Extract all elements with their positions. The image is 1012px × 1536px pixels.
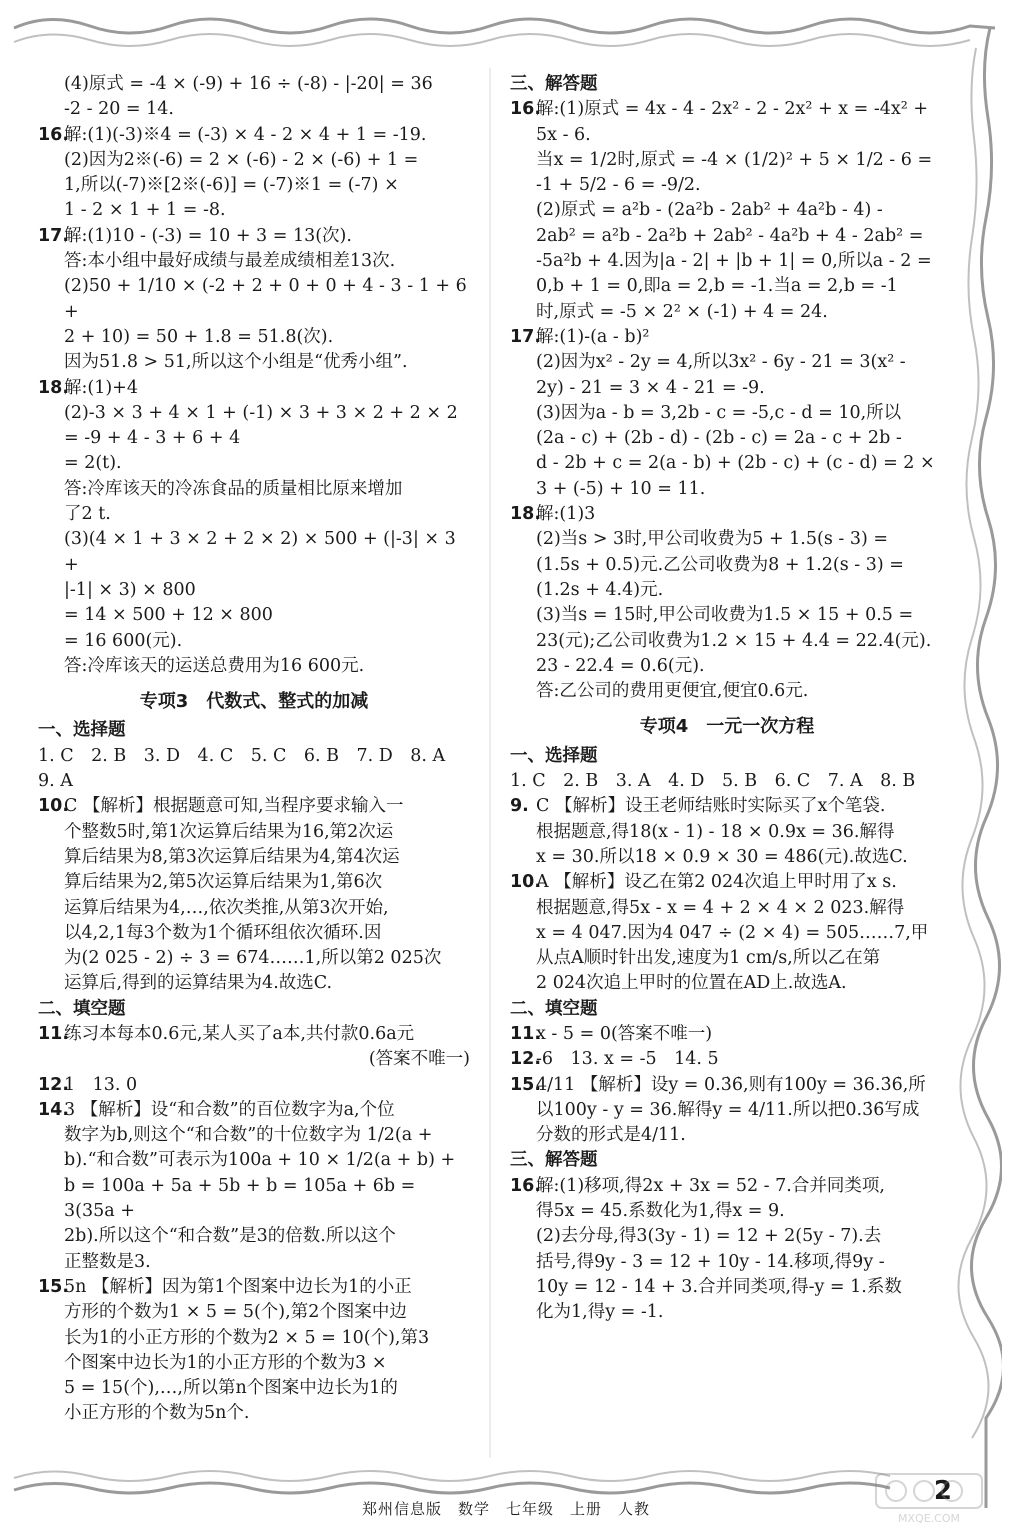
- answer-text: = -9 + 4 - 3 + 6 + 4: [64, 428, 241, 449]
- subsection-heading: 三、解答题: [510, 74, 598, 94]
- answer-text: 5x - 6.: [536, 124, 591, 145]
- answer-line: [38, 224, 470, 249]
- answer-line: [38, 1148, 470, 1173]
- question-number: 11.: [38, 1023, 70, 1044]
- answer-text: 个整数5时,第1次运算后结果为16,第2次运: [64, 821, 394, 842]
- answer-line: [38, 921, 470, 946]
- answer-text: 1 - 2 × 1 + 1 = -8.: [64, 200, 226, 221]
- svg-text:MXQE.COM: MXQE.COM: [898, 1512, 960, 1525]
- left-column: [38, 72, 473, 1427]
- answer-text: 解:(1)(-3)※4 = (-3) × 4 - 2 × 4 + 1 = -19.: [64, 124, 427, 145]
- subsection-heading: 二、填空题: [38, 998, 126, 1019]
- answer-line: [510, 1224, 944, 1249]
- answer-text: 3 【解析】设“和合数”的百位数字为a,个位: [64, 1099, 395, 1120]
- answer-line: [510, 325, 944, 350]
- answer-line: [510, 896, 944, 921]
- answer-line: [38, 376, 470, 401]
- answer-text: 因为51.8 > 51,所以这个小组是“优秀小组”.: [64, 352, 408, 373]
- answer-line: [510, 679, 944, 704]
- answer-line: [38, 794, 470, 819]
- answer-text: 数字为b,则这个“和合数”的十位数字为 1/2(a +: [64, 1125, 433, 1146]
- answer-line: [38, 325, 470, 350]
- answer-line: [510, 274, 944, 299]
- subsection-heading: 二、填空题: [510, 998, 598, 1019]
- answer-text: 从点A顺时针出发,速度为1 cm/s,所以乙在第: [536, 948, 881, 969]
- answer-text: 答:冷库该天的冷冻食品的质量相比原来增加: [64, 478, 403, 499]
- answer-text: 以4,2,1每3个数为1个循环组依次循环.因: [64, 922, 382, 943]
- answer-line: [38, 845, 470, 870]
- answer-text: 得5x = 45.系数化为1,得x = 9.: [536, 1201, 785, 1222]
- question-number: 10.: [38, 796, 70, 817]
- answer-line: [510, 1275, 944, 1300]
- answer-text: 2b).所以这个“和合数”是3的倍数.所以这个: [64, 1226, 396, 1247]
- answer-line: [38, 629, 470, 654]
- page-number: 2: [933, 1476, 952, 1506]
- question-number: 16.: [38, 124, 70, 145]
- answer-text: 解:(1)3: [536, 504, 596, 525]
- answer-text: -6 13. x = -5 14. 5: [536, 1049, 719, 1070]
- answer-text: 化为1,得y = -1.: [536, 1302, 664, 1323]
- answer-line: [38, 97, 470, 122]
- answer-line: [510, 820, 944, 845]
- answer-text: (2)当s > 3时,甲公司收费为5 + 1.5(s - 3) =: [536, 529, 889, 550]
- answer-text: -1 + 5/2 - 6 = -9/2.: [536, 175, 701, 196]
- answer-line: [38, 123, 470, 148]
- answer-text: 4/11 【解析】设y = 0.3̇6̇,则有100y = 36.3̇6̇,所: [536, 1074, 926, 1095]
- answer-text: 为(2 025 - 2) ÷ 3 = 674……1,所以第2 025次: [64, 948, 442, 969]
- answer-text: 算后结果为2,第5次运算后结果为1,第6次: [64, 872, 383, 893]
- answer-line: [38, 1224, 470, 1249]
- answer-text: 2 + 10) = 50 + 1.8 = 51.8(次).: [64, 326, 334, 347]
- answer-line: [38, 274, 473, 325]
- subsection-heading: 三、解答题: [510, 1150, 598, 1171]
- answer-text: (2a - c) + (2b - d) - (2b - c) = 2a - c + 2b -: [536, 428, 902, 449]
- answer-line: [510, 224, 944, 249]
- subsection-heading: 一、选择题: [510, 745, 598, 766]
- answer-text: 1. C 2. B 3. D 4. C 5. C 6. B 7. D 8. A: [38, 745, 446, 766]
- answer-line: [510, 946, 944, 971]
- answer-text: b = 100a + 5a + 5b + b = 105a + 6b = 3(35a +: [64, 1175, 421, 1222]
- answer-line: [38, 350, 470, 375]
- answer-text: d - 2b + c = 2(a - b) + (2b - c) + (c - d) = 2 ×: [536, 453, 935, 474]
- answer-text: 根据题意,得18(x - 1) - 18 × 0.9x = 36.解得: [536, 821, 895, 842]
- answer-text: 1. C 2. B 3. A 4. D 5. B 6. C 7. A 8. B: [510, 771, 916, 792]
- answer-line: [510, 553, 944, 578]
- subsection-heading: 一、选择题: [38, 720, 126, 741]
- answer-line: [38, 654, 470, 679]
- answer-text: C 【解析】设王老师结账时实际买了x个笔袋.: [536, 796, 886, 817]
- answer-text: (1.2s + 4.4)元.: [536, 579, 664, 600]
- answer-line: [38, 578, 470, 603]
- answer-text: 解:(1)原式 = 4x - 4 - 2x² - 2 - 2x² + x = -4x² +: [536, 99, 929, 120]
- answer-line: [510, 578, 944, 603]
- answer-text: (答案不唯一): [368, 1049, 470, 1070]
- answer-line: [510, 845, 944, 870]
- question-number: 9.: [510, 796, 529, 817]
- answer-text: 3 + (-5) + 10 = 11.: [536, 478, 706, 499]
- answer-line: [510, 249, 944, 274]
- answer-line: [510, 921, 944, 946]
- answer-text: = 2(t).: [64, 453, 122, 474]
- answer-line: [38, 1326, 470, 1351]
- answer-line: [38, 1351, 470, 1376]
- answer-text: 2y) - 21 = 3 × 4 - 21 = -9.: [536, 377, 765, 398]
- answer-text: 23 - 22.4 = 0.6(元).: [536, 655, 705, 676]
- answer-text: = 14 × 500 + 12 × 800: [64, 605, 273, 626]
- answer-text: 当x = 1/2时,原式 = -4 × (1/2)² + 5 × 1/2 - 6 =: [536, 149, 933, 170]
- answer-line: [38, 477, 470, 502]
- answer-text: 2 024次追上甲时的位置在AD上.故选A.: [536, 973, 847, 994]
- answer-text: 答:本小组中最好成绩与最差成绩相差13次.: [64, 251, 396, 272]
- answer-line: [510, 123, 944, 148]
- answer-text: 括号,得9y - 3 = 12 + 10y - 14.移项,得9y -: [536, 1251, 885, 1272]
- answer-text: A 【解析】设乙在第2 024次追上甲时用了x s.: [536, 872, 897, 893]
- answer-line: [38, 401, 470, 426]
- answer-line: [38, 72, 470, 97]
- answer-text: 练习本每本0.6元,某人买了a本,共付款0.6a元: [64, 1023, 415, 1044]
- question-number: 15.: [510, 1074, 542, 1095]
- answer-text: (2)原式 = a²b - (2a²b - 2ab² + 4a²b - 4) -: [536, 200, 883, 221]
- question-number: 18.: [510, 504, 542, 525]
- answer-text: 1,所以(-7)※[2※(-6)] = (-7)※1 = (-7) ×: [64, 175, 399, 196]
- question-number: 12.: [38, 1074, 70, 1095]
- answer-text: x = 30.所以18 × 0.9 × 30 = 486(元).故选C.: [536, 846, 908, 867]
- answer-line: [510, 603, 944, 628]
- answer-line: [38, 249, 470, 274]
- answer-line: [510, 1300, 944, 1325]
- section-title: 专项4 一元一次方程: [639, 716, 815, 738]
- answer-line: [38, 1376, 470, 1401]
- answer-line: [510, 629, 944, 654]
- answer-text: 算后结果为8,第3次运算后结果为4,第4次运: [64, 846, 400, 867]
- answer-line: [510, 426, 944, 451]
- answer-line: [510, 1047, 944, 1072]
- answer-line: [510, 300, 944, 325]
- answer-text: 解:(1)移项,得2x + 3x = 52 - 7.合并同类项,: [536, 1175, 885, 1196]
- answer-line: [510, 1250, 944, 1275]
- question-number: 17.: [510, 326, 542, 347]
- answer-line: [510, 769, 944, 794]
- answer-text: = 16 600(元).: [64, 630, 183, 651]
- answer-text: 答:乙公司的费用更便宜,便宜0.6元.: [536, 681, 809, 702]
- answer-text: (3)因为a - b = 3,2b - c = -5,c - d = 10,所以: [536, 402, 902, 423]
- answer-text: 解:(1)+4: [64, 377, 138, 398]
- answer-line: [510, 1174, 944, 1199]
- question-number: 12.: [510, 1049, 542, 1070]
- answer-text: 2ab² = a²b - 2a²b + 2ab² - 4a²b + 4 - 2ab² =: [536, 225, 924, 246]
- answer-line: [38, 870, 470, 895]
- right-column: [510, 72, 944, 1326]
- question-number: 10.: [510, 872, 542, 893]
- answer-line: [38, 744, 470, 769]
- watermark-logo: [874, 1472, 984, 1526]
- answer-text: 10y = 12 - 14 + 3.合并同类项,得-y = 1.系数: [536, 1276, 902, 1297]
- answer-text: -5a²b + 4.因为|a - 2| + |b + 1| = 0,所以a - 2 =: [536, 251, 932, 272]
- answer-text: (3)(4 × 1 + 3 × 2 + 2 × 2) × 500 + (|-3| × 3 +: [64, 529, 462, 575]
- answer-line: [510, 401, 944, 426]
- answer-line: [38, 820, 470, 845]
- answer-line: [510, 376, 944, 401]
- answer-line: [510, 1073, 944, 1098]
- answer-text: 长为1的小正方形的个数为2 × 5 = 10(个),第3: [64, 1327, 430, 1348]
- question-number: 16.: [510, 99, 542, 120]
- answer-line: [38, 1174, 470, 1225]
- answer-text: 答:冷库该天的运送总费用为16 600元.: [64, 655, 365, 676]
- answer-line: [38, 1123, 470, 1148]
- answer-text: -2 - 20 = 14.: [64, 99, 174, 120]
- answer-line: [38, 1250, 470, 1275]
- answer-line: [38, 1047, 470, 1072]
- answer-text: (2)因为x² - 2y = 4,所以3x² - 6y - 21 = 3(x² -: [536, 352, 906, 373]
- answer-text: 5n 【解析】因为第1个图案中边长为1的小正: [64, 1276, 412, 1297]
- answer-text: 了2 t.: [64, 504, 111, 525]
- answer-text: (2)因为2※(-6) = 2 × (-6) - 2 × (-6) + 1 =: [64, 149, 419, 170]
- answer-line: [510, 477, 944, 502]
- answer-text: 5 = 15(个),…,所以第n个图案中边长为1的: [64, 1378, 398, 1399]
- answer-line: [510, 502, 944, 527]
- answer-line: [510, 870, 944, 895]
- answer-text: 以100y - y = 36.解得y = 4/11.所以把0.3̇6̇写成: [536, 1099, 920, 1120]
- answer-line: [510, 198, 944, 223]
- answer-line: [38, 1073, 470, 1098]
- answer-line: [38, 426, 470, 451]
- answer-text: 方形的个数为1 × 5 = 5(个),第2个图案中边: [64, 1302, 407, 1323]
- answer-text: 23(元);乙公司收费为1.2 × 15 + 4.4 = 22.4(元).: [536, 630, 932, 651]
- answer-text: 1 13. 0: [64, 1074, 138, 1095]
- answer-line: [510, 654, 944, 679]
- answer-line: [510, 1199, 944, 1224]
- answer-line: [38, 148, 470, 173]
- answer-line: [510, 148, 944, 173]
- answer-text: b).“和合数”可表示为100a + 10 × 1/2(a + b) +: [64, 1150, 456, 1171]
- answer-text: x = 4 047.因为4 047 ÷ (2 × 4) = 505……7,甲: [536, 922, 929, 943]
- answer-line: [38, 1022, 470, 1047]
- answer-text: (4)原式 = -4 × (-9) + 16 ÷ (-8) - |-20| = 36: [64, 74, 433, 94]
- answer-text: 解:(1)10 - (-3) = 10 + 3 = 13(次).: [64, 225, 352, 246]
- question-number: 11.: [510, 1023, 542, 1044]
- answer-text: 分数的形式是4/11.: [536, 1125, 686, 1146]
- answer-line: [38, 603, 470, 628]
- answer-line: [38, 451, 470, 476]
- answer-line: [510, 97, 944, 122]
- answer-text: |-1| × 3) × 800: [64, 579, 196, 600]
- answer-line: [38, 527, 470, 578]
- answer-line: [38, 946, 470, 971]
- answer-text: 根据题意,得5x - x = 4 + 2 × 4 × 2 023.解得: [536, 897, 905, 918]
- answer-line: [38, 1300, 470, 1325]
- question-number: 14.: [38, 1099, 70, 1120]
- answer-line: [38, 896, 470, 921]
- answer-line: [510, 1022, 944, 1047]
- answer-line: [510, 794, 944, 819]
- answer-line: [38, 971, 470, 996]
- answer-text: 解:(1)-(a - b)²: [536, 326, 650, 347]
- answer-text: (2)去分母,得3(3y - 1) = 12 + 2(5y - 7).去: [536, 1226, 882, 1247]
- answer-text: (2)-3 × 3 + 4 × 1 + (-1) × 3 + 3 × 2 + 2 × 2: [64, 402, 458, 423]
- answer-text: 0,b + 1 = 0,即a = 2,b = -1.当a = 2,b = -1: [536, 276, 898, 297]
- answer-line: [510, 1098, 944, 1123]
- answer-text: 个图案中边长为1的小正方形的个数为3 ×: [64, 1352, 387, 1373]
- answer-line: [38, 1401, 470, 1426]
- answer-text: 小正方形的个数为5n个.: [64, 1403, 250, 1424]
- question-number: 15.: [38, 1276, 70, 1297]
- answer-text: C 【解析】根据题意可知,当程序要求输入一: [64, 796, 404, 817]
- answer-text: 运算后,得到的运算结果为4.故选C.: [64, 973, 333, 994]
- answer-line: [510, 451, 944, 476]
- answer-line: [38, 198, 470, 223]
- answer-line: [510, 173, 944, 198]
- answer-text: (2)50 + 1/10 × (-2 + 2 + 0 + 0 + 4 - 3 - 1 + 6 +: [64, 276, 473, 322]
- answer-text: (3)当s = 15时,甲公司收费为1.5 × 15 + 0.5 =: [536, 605, 914, 626]
- answer-line: [510, 1123, 944, 1148]
- page-footer: 郑州信息版 数学 七年级 上册 人教: [361, 1500, 650, 1518]
- answer-line: [38, 173, 470, 198]
- question-number: 17.: [38, 225, 70, 246]
- answer-text: x - 5 = 0(答案不唯一): [536, 1023, 713, 1044]
- answer-text: 时,原式 = -5 × 2² × (-1) + 4 = 24.: [536, 301, 828, 322]
- answer-line: [38, 502, 470, 527]
- answer-line: [510, 350, 944, 375]
- section-title: 专项3 代数式、整式的加减: [139, 691, 369, 713]
- answer-line: [38, 1098, 470, 1123]
- answer-text: (1.5s + 0.5)元.乙公司收费为8 + 1.2(s - 3) =: [536, 554, 904, 575]
- answer-line: [510, 527, 944, 552]
- answer-line: [510, 971, 944, 996]
- question-number: 16.: [510, 1175, 542, 1196]
- answer-line: [38, 1275, 470, 1300]
- answer-text: 运算后结果为4,…,依次类推,从第3次开始,: [64, 897, 389, 918]
- question-number: 18.: [38, 377, 70, 398]
- answer-text: 正整数是3.: [64, 1251, 151, 1272]
- answer-line: [38, 769, 470, 794]
- answer-text: 9. A: [38, 771, 73, 792]
